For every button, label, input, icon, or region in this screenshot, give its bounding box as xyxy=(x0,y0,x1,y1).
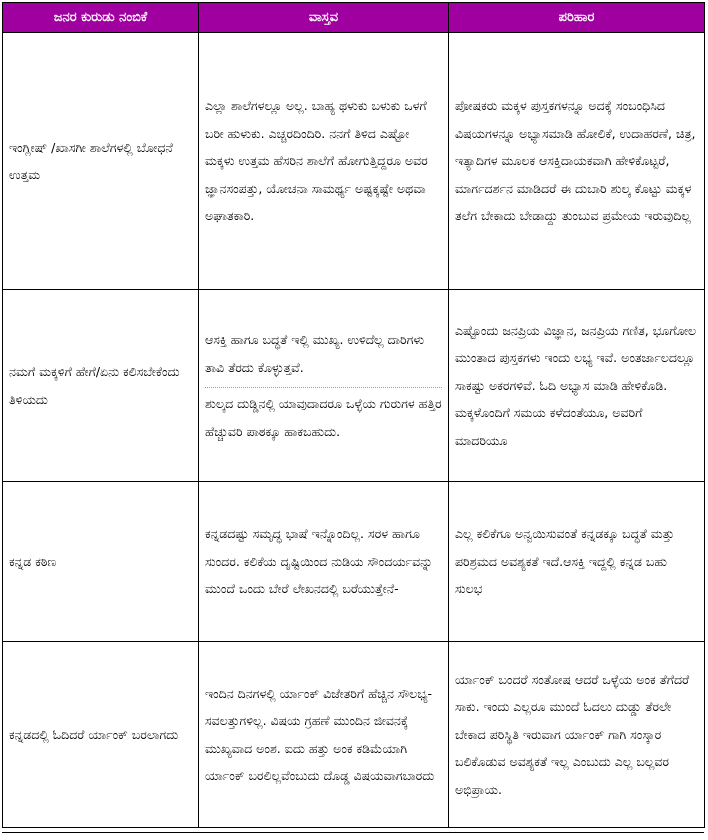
table-row xyxy=(3,33,705,290)
remedy-text: ಎಲ್ಲ ಕಲಿಕೆಗೂ ಅನ್ವಯಿಸುವಂತೆ ಕನ್ನಡಕ್ಕೂ ಬದ್ಧತೆ ಮತ್ತು ಪರಿಶ್ರಮದ ಅವಶ್ಯಕತೆ ಇದೆ.ಆಸಕ್ತಿ ಇದ್ದಲ್ಲಿ ಕನ್ನಡ ಬಹು ಸುಲಭ xyxy=(455,526,675,597)
table-row xyxy=(3,290,705,482)
fact-text: ಎಲ್ಲಾ ಶಾಲೆಗಳಲ್ಲೂ ಅಲ್ಲ. ಬಾಹ್ಯ ಥಳುಕು ಬಳುಕು ಒಳಗೆ ಬರೀ ಹುಳುಕು. ಎಚ್ಚರದಿಂದಿರಿ. ನನಗೆ ತಿಳಿದ ಎಷ್ಟೋ ಮಕ್ಕಳು ಉತ್ತಮ ಹೆಸರಿನ ಶಾಲೆಗೆ ಹೋಗುತ್ತಿದ್ದರೂ ಅವರ ಜ್ಞಾನಸಂಪತ್ತು, ಯೋಚನಾ ಸಾಮರ್ಥ್ಯ ಅಷ್ಟಕ್ಕಷ್ಟೇ ಅಥವಾ ಅಘಾತಕಾರಿ. xyxy=(205,98,428,224)
fact-cell xyxy=(199,290,449,482)
remedy-cell xyxy=(449,482,705,642)
belief-text: ಕನ್ನಡದಲ್ಲಿ ಓದಿದರೆ ರ್ಯಾಂಕ್ ಬರಲಾಗದು xyxy=(9,726,179,742)
remedy-text: ಪೋಷಕರು ಮಕ್ಕಳ ಪುಸ್ತಕಗಳನ್ನೂ ಅದಕ್ಕೆ ಸಂಬಂಧಿಸಿದ ವಿಷಯಗಳನ್ನೂ ಅಭ್ಯಾಸಮಾಡಿ ಹೋಲಿಕೆ, ಉದಾಹರಣೆ, ಚಿತ್ರ, ಇತ್ಯಾದಿಗಳ ಮೂಲಕ ಆಸಕ್ತಿದಾಯಕವಾಗಿ ಹೇಳಿಕೊಟ್ಟರೆ, ಮಾರ್ಗದರ್ಶನ ಮಾಡಿದರೆ ಈ ದುಬಾರಿ ಶುಲ್ಕ ಕೊಟ್ಟು ಮಕ್ಕಳ ತಲೆಗ ಬೇಕಾದು ಬೇಡಾದ್ದು ತುಂಬುವ ಪ್ರಮೇಯ ಇರುವುದಿಲ್ಲ xyxy=(455,98,696,224)
header-remedy: ಪರಿಹಾರ xyxy=(449,3,705,33)
remedy-text: ರ್ಯಾಂಕ್ ಬಂದರೆ ಸಂತೋಷ ಆದರೆ ಒಳ್ಳೆಯ ಅಂಕ ತೆಗೆದರೆ ಸಾಕು. ಇಂದು ಎಲ್ಲರೂ ಮುಂದೆ ಓದಲು ದುಡ್ಡು ತೆರಲೇ ಬೇಕಾದ ಪರಿಸ್ಥಿತಿ ಇರುವಾಗ ರ್ಯಾಂಕ್ ಗಾಗಿ ಸಂಸ್ಕಾರ ಬಲಿಕೊಡುವ ಅವಶ್ಯಕತೆ ಇಲ್ಲ ಎಂಬುದು ಎಲ್ಲ ಬಲ್ಲವರ ಅಭಿಪ್ರಾಯ. xyxy=(455,671,690,797)
table-row xyxy=(3,642,705,828)
fact-cell xyxy=(199,642,449,828)
fact-text: ಆಸಕ್ತಿ ಹಾಗೂ ಬದ್ಧತೆ ಇಲ್ಲಿ ಮುಖ್ಯ. ಉಳಿದೆಲ್ಲ ದಾರಿಗಳು ತಾವಿ ತೆರದು ಕೊಳ್ಳುತ್ತವೆ. xyxy=(205,332,425,375)
belief-cell xyxy=(3,290,199,482)
belief-text: ಕನ್ನಡ ಕಠಿಣ xyxy=(9,553,57,569)
remedy-text: ಎಷ್ಟೊಂದು ಜನಪ್ರಿಯ ವಿಜ್ಞಾನ, ಜನಪ್ರಿಯ ಗಣಿತ, ಭೂಗೋಲ ಮುಂತಾದ ಪುಸ್ತಕಗಳು ಇಂದು ಲಭ್ಯ ಇವೆ. ಅಂತರ್ಜಾಲದಲ್ಲೂ ಸಾಕಷ್ಟು ಅಕರಗಳಿವೆ. ಓದಿ ಅಭ್ಯಾಸ ಮಾಡಿ ಹೇಳಿಕೊಡಿ. ಮಕ್ಕಳೊಂದಿಗೆ ಸಮಯ ಕಳೆದಂತೆಯೂ, ಅವರಿಗೆ ಮಾದರಿಯೂ xyxy=(455,322,697,448)
myth-reality-table xyxy=(2,2,705,828)
table-row xyxy=(3,482,705,642)
fact-text-secondary: ಶುಲ್ಕದ ದುಡ್ಡಿನಲ್ಲಿ ಯಾವುದಾದರೂ ಒಳ್ಳೆಯ ಗುರುಗಳ ಹತ್ತಿರ ಹೆಚ್ಚುವರಿ ಪಾಠಕ್ಕೂ ಹಾಕಬಹುದು. xyxy=(205,387,442,445)
header-fact: ವಾಸ್ತವ xyxy=(199,3,449,33)
belief-cell xyxy=(3,642,199,828)
fact-cell xyxy=(199,33,449,290)
belief-cell xyxy=(3,33,199,290)
belief-text: ನಮಗೆ ಮಕ್ಕಳಿಗೆ ಹೇಗೆ/ಏನು ಕಲಿಸಬೇಕೆಂದು ತಿಳಿಯದು xyxy=(9,364,180,407)
belief-text: ಇಂಗ್ಲೀಷ್ /ಖಾಸಗೀ ಶಾಲೆಗಳಲ್ಲಿ ಬೋಧನೆ ಉತ್ತಮ xyxy=(9,139,173,182)
remedy-cell xyxy=(449,290,705,482)
fact-text: ಕನ್ನಡದಷ್ಟು ಸಮೃದ್ಧ ಭಾಷೆ ಇನ್ನೊಂದಿಲ್ಲ. ಸರಳ ಹಾಗೂ ಸುಂದರ. ಕಲಿಕೆಯ ದೃಷ್ಟಿಯಿಂದ ನುಡಿಯ ಸೌಂದರ್ಯವನ್ನು ಮುಂದೆ ಒಂದು ಬೇರೆ ಲೇಖನದಲ್ಲಿ ಬರೆಯುತ್ತೇನೆ- xyxy=(205,526,433,597)
remedy-cell xyxy=(449,33,705,290)
belief-cell xyxy=(3,482,199,642)
fact-text: ಇಂದಿನ ದಿನಗಳಲ್ಲಿ ರ್ಯಾಂಕ್ ವಿಜೇತರಿಗೆ ಹೆಚ್ಚಿನ ಸೌಲಭ್ಯ-ಸವಲತ್ತುಗಳಿಲ್ಲ. ವಿಷಯ ಗ್ರಹಣೆ ಮುಂದಿನ ಜೀವನಕ್ಕೆ ಮುಖ್ಯವಾದ ಅಂಶ. ಐದು ಹತ್ತು ಅಂಕ ಕಡಿಮೆಯಾಗಿ ರ್ಯಾಂಕ್ ಬರಲಿಲ್ಲವೆಂಬುದು ದೊಡ್ಡ ವಿಷಯವಾಗಬಾರದು xyxy=(205,685,435,783)
remedy-cell xyxy=(449,642,705,828)
bottom-rule xyxy=(2,832,704,833)
fact-cell xyxy=(199,482,449,642)
header-belief: ಜನರ ಕುರುಡು ನಂಬಿಕೆ xyxy=(3,3,199,33)
header-row xyxy=(3,3,705,33)
